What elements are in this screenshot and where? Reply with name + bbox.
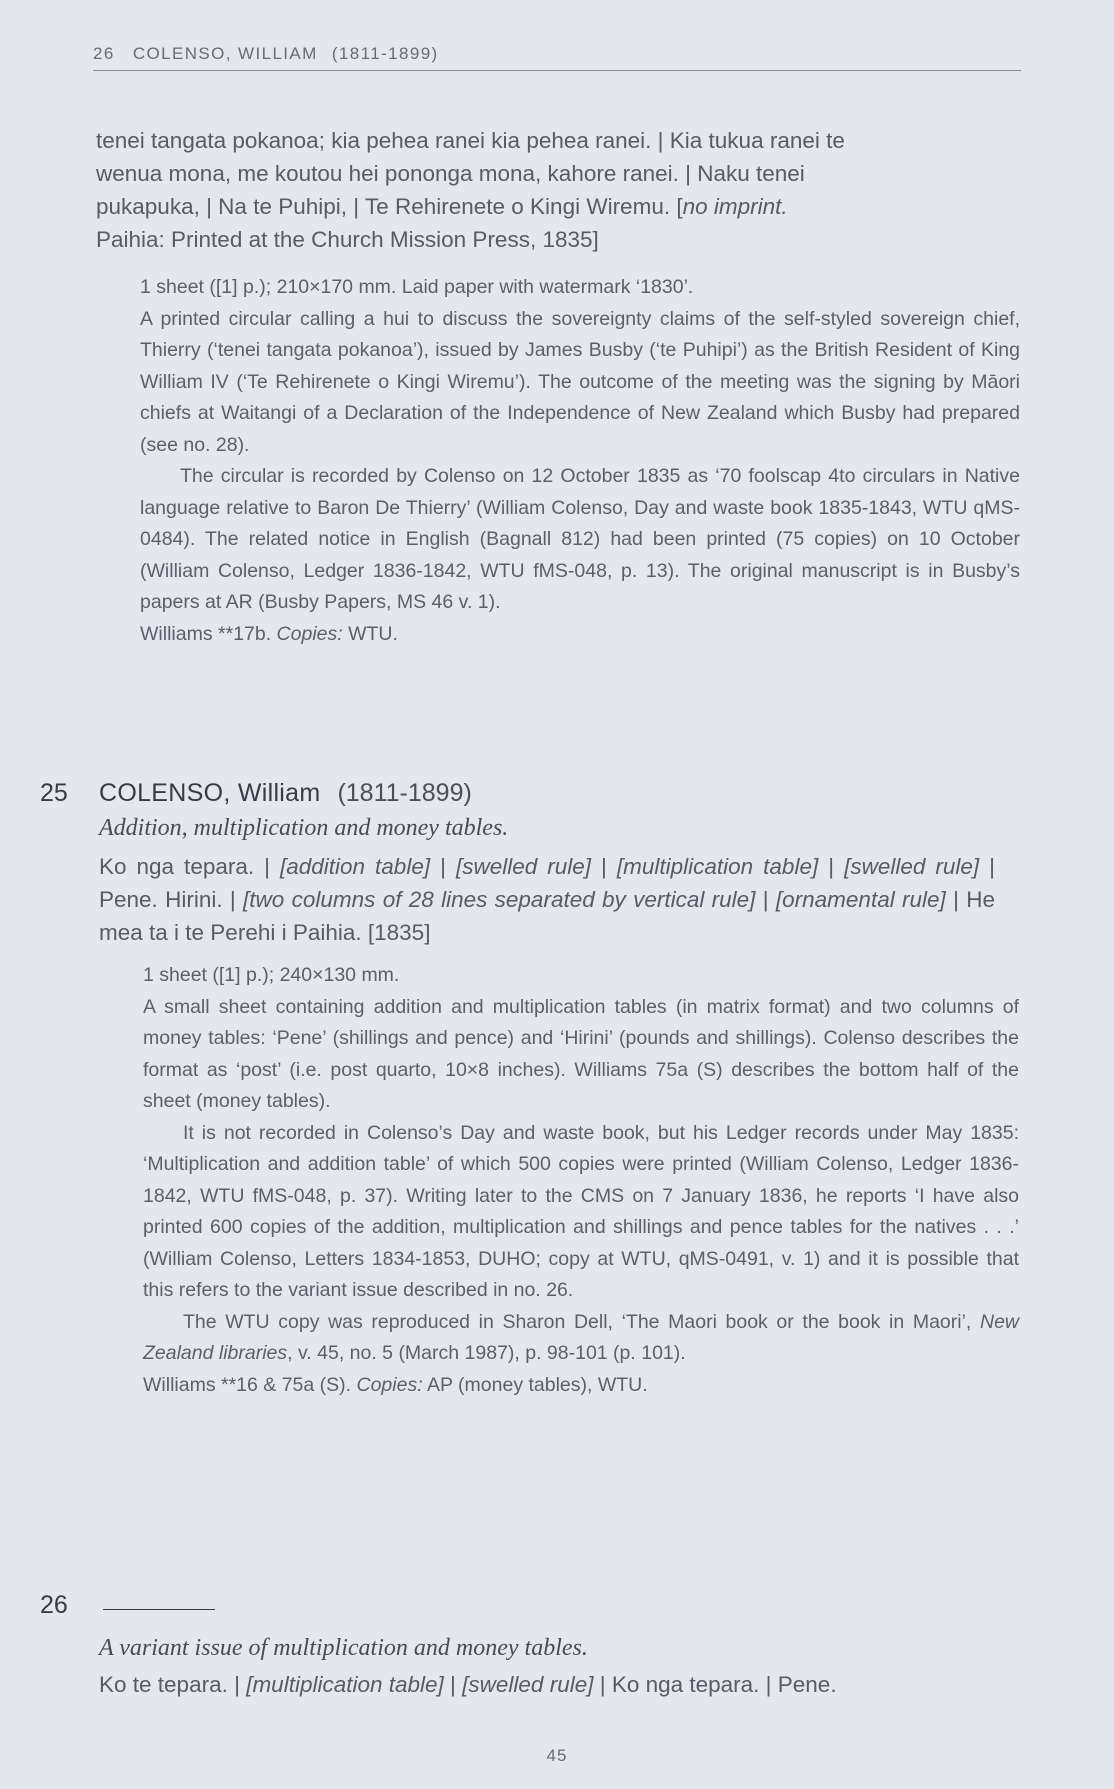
entry-25-short-title: Addition, multiplication and money tables. xyxy=(99,815,509,841)
entry-25-notes xyxy=(143,960,1019,1401)
entry24-note-2: The circular is recorded by Colenso on 12 October 1835 as ‘70 foolscap 4to circulars in Native language relative to Baron De Thierry’ (William Colenso, Day and waste book 1835-1843, WTU qMS-0484). The related notice in English (Bagnall 812) had been printed (75 copies) on 10 October (William Colenso, Ledger 1836-1842, WTU fMS-048, p. 13). The original manuscript is in Busby’s papers at AR (Busby Papers, MS 46 v. 1). xyxy=(140,465,1020,613)
entry24-transcription-line-4: Paihia: Printed at the Church Mission Press, 1835] xyxy=(96,227,599,252)
entry-25-collation: 1 sheet ([1] p.); 240×130 mm. xyxy=(143,964,400,986)
entry24-copies-label: Copies: xyxy=(276,622,343,645)
entry24-collation: 1 sheet ([1] p.); 210×170 mm. Laid paper with watermark ‘1830’. xyxy=(140,276,694,298)
t26-i1: [multiplication table] xyxy=(246,1672,444,1697)
t25-p6: | xyxy=(755,887,776,912)
running-head xyxy=(93,44,1021,71)
entry-25-number: 25 xyxy=(40,779,68,807)
t26-i2: [swelled rule] xyxy=(462,1672,594,1697)
entry-25-author: COLENSO, William xyxy=(99,779,321,807)
t26-p1: Ko te tepara. | xyxy=(99,1672,247,1697)
t25-i2: [swelled rule] xyxy=(455,854,591,879)
t25-i5: [two columns of 28 lines separated by vertical rule] xyxy=(243,887,756,912)
t25-i6: [ornamental rule] xyxy=(775,887,946,912)
t25-i1: [addition table] xyxy=(279,854,431,879)
entry24-note-1: A printed circular calling a hui to discuss the sovereignty claims of the self-styled sovereign chief, Thierry (‘tenei tangata pokanoa’), issued by James Busby (‘te Puhipi’) as the British Resident of King William IV (‘Te Rehirenete o Kingi Wiremu’). The outcome of the meeting was the signing by Māori chiefs at Waitangi of a Declaration of the Independence of New Zealand which Busby had prepared (see no. 28). xyxy=(140,307,1020,456)
entry-25-references xyxy=(143,1370,1019,1402)
entry24-references xyxy=(140,619,1020,651)
t25-p1: Ko nga tepara. | xyxy=(99,854,280,879)
t25-p3: | xyxy=(591,854,617,879)
running-head-dates: (1811-1899) xyxy=(331,44,439,63)
entry-25-heading xyxy=(99,779,472,808)
entry-26-author-dash xyxy=(103,1609,215,1610)
entry-25-refs-williams: Williams **16 & 75a (S). xyxy=(143,1373,352,1396)
t26-p2: | xyxy=(443,1672,463,1697)
entry-25-dates: (1811-1899) xyxy=(337,779,472,807)
t26-p3: | Ko nga tepara. | Pene. xyxy=(593,1672,837,1697)
entry-25-copies: AP (money tables), WTU. xyxy=(426,1373,648,1396)
t25-i3: [multiplication table] xyxy=(616,854,819,879)
entry-25-copies-label: Copies: xyxy=(356,1373,423,1396)
entry24-refs-williams: Williams **17b. xyxy=(140,622,272,645)
t25-p5: | Pene. Hirini. | xyxy=(99,854,995,912)
entry24-copies: WTU. xyxy=(348,622,398,645)
entry-25-note-3-a: The WTU copy was reproduced in Sharon Dell, ‘The Maori book or the book in Maori’, xyxy=(183,1310,980,1333)
entry-26-short-title: A variant issue of multiplication and money tables. xyxy=(99,1635,588,1661)
entry24-notes xyxy=(140,272,1020,650)
running-head-title: COLENSO, WILLIAM xyxy=(132,44,318,63)
entry-26-number: 26 xyxy=(40,1591,68,1619)
entry-25-note-3-journal: New Zealand libraries xyxy=(143,1310,1019,1364)
entry-25-note-2: It is not recorded in Colenso’s Day and waste book, but his Ledger records under May 1835: ‘Multiplication and addition table’ of which 500 copies were printed (William Colenso, Ledger 1836-1842, WTU fMS-048, p. 37). Writing later to the CMS on 7 January 1836, he reports ‘I have also printed 600 copies of the addition, multiplication and shillings and pence tables for the natives . . .’ (William Colenso, Letters 1834-1853, DUHO; copy at WTU, qMS-0491, v. 1) and it is possible that this refers to the variant issue described in no. 26. xyxy=(143,1121,1019,1301)
entry-25-transcription xyxy=(99,850,995,949)
entry-25-note-1: A small sheet containing addition and multiplication tables (in matrix format) and two columns of money tables: ‘Pene’ (shillings and pence) and ‘Hirini’ (pounds and shillings). Colenso describes the format as ‘post’ (i.e. post quarto, 10×8 inches). Williams 75a (S) describes the bottom half of the sheet (money tables). xyxy=(143,995,1019,1112)
t25-p7: | He mea ta i te Perehi i Paihia. [1835] xyxy=(99,887,995,945)
t25-p2: | xyxy=(430,854,456,879)
running-head-page-number: 26 xyxy=(93,44,115,63)
entry24-transcription-line-1: tenei tangata pokanoa; kia pehea ranei kia pehea ranei. | Kia tukua ranei te xyxy=(96,128,845,153)
t25-p4: | xyxy=(818,854,845,879)
entry24-transcription-line-3: pukapuka, | Na te Puhipi, | Te Rehirenete o Kingi Wiremu. [no imprint. xyxy=(96,194,788,219)
entry-25-note-3 xyxy=(143,1307,1019,1370)
entry24-transcription-line-3-text: pukapuka, | Na te Puhipi, | Te Rehirenete o Kingi Wiremu. xyxy=(96,194,671,219)
entry24-transcription-line-2: wenua mona, me koutou hei pononga mona, kahore ranei. | Naku tenei xyxy=(96,161,805,186)
footer-page-number: 45 xyxy=(546,1746,568,1765)
entry24-no-imprint: no imprint. xyxy=(682,194,788,219)
t25-i4: [swelled rule] xyxy=(844,854,980,879)
entry24-transcription xyxy=(96,124,1020,256)
entry-26-transcription xyxy=(99,1668,1019,1701)
entry-25-note-3-b: , v. 45, no. 5 (March 1987), p. 98-101 (p. 101). xyxy=(287,1342,686,1364)
